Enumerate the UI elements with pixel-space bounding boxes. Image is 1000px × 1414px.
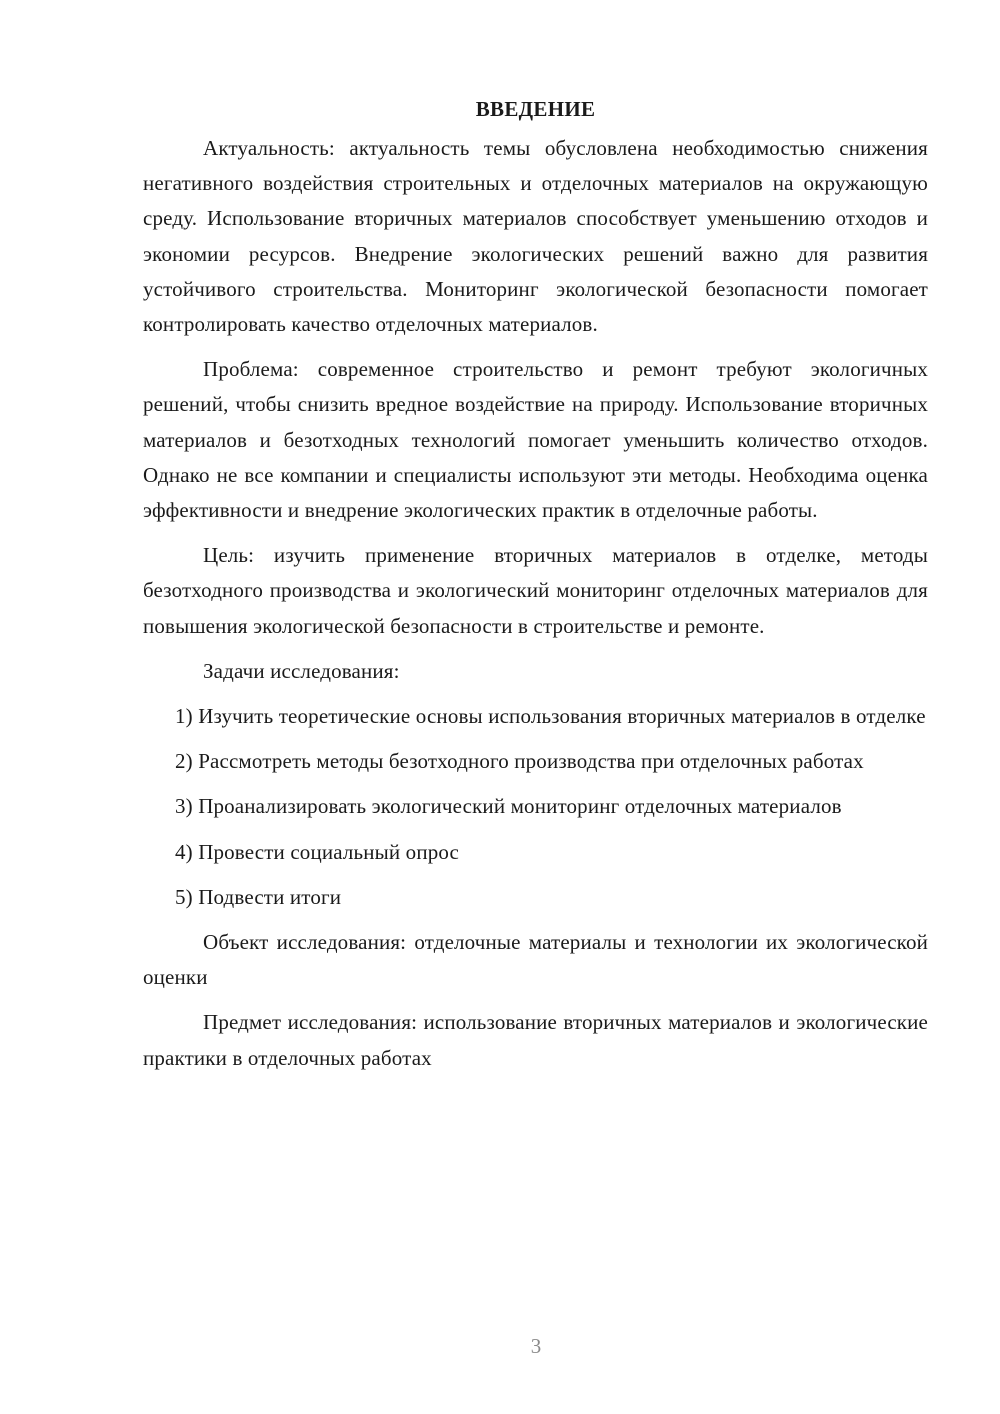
goal-paragraph: Цель: изучить применение вторичных материалов в отделке, методы безотходного производства и экологический мониторинг отделочных материалов для повышения экологической безопасности в строительстве и ремонте. [143,543,928,638]
task-item: 1) Изучить теоретические основы использования вторичных материалов в отделке [175,704,926,729]
task-item: 3) Проанализировать экологический мониторинг отделочных материалов [175,794,842,819]
task-item: 5) Подвести итоги [175,884,342,909]
section-title: ВВЕДЕНИЕ [475,97,596,121]
page-number: 3 [530,1334,542,1358]
task-item: 2) Рассмотреть методы безотходного производства при отделочных работах [175,749,864,774]
subject-paragraph: Предмет исследования: использование вторичных материалов и экологические практики в отделочных работах [143,1010,928,1070]
document-page [143,92,928,1086]
tasks-heading: Задачи исследования: [203,658,400,683]
object-paragraph: Объект исследования: отделочные материалы и технологии их экологической оценки [143,930,928,990]
problem-paragraph: Проблема: современное строительство и ремонт требуют экологичных решений, чтобы снизить вредное воздействие на природу. Использование вторичных материалов и безотходных технологий помогает уменьшить количество отходов. Однако не все компании и специалисты используют эти методы. Необходима оценка эффективности и внедрение экологических практик в отделочные работы. [143,357,928,523]
relevance-paragraph: Актуальность: актуальность темы обусловлена необходимостью снижения негативного воздействия строительных и отделочных материалов на окружающую среду. Использование вторичных материалов способствует уменьшению отходов и экономии ресурсов. Внедрение экологических решений важно для развития устойчивого строительства. Мониторинг экологической безопасности помогает контролировать качество отделочных материалов. [143,136,928,337]
task-item: 4) Провести социальный опрос [175,839,460,864]
